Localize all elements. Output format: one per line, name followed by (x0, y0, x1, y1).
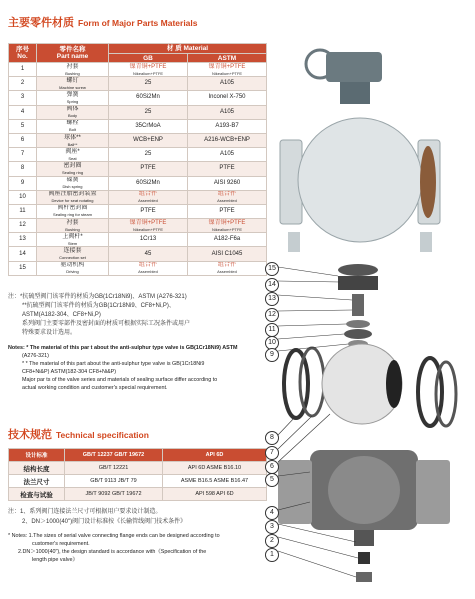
spec-notes-cn: 注：1、系列阀门连接法兰尺寸可根据用户要求设计制造。 2、DN＞1000(40")阀门设计标准按《长输管线阀门技术条件》 (8, 509, 187, 525)
astm-value: A105 (219, 108, 234, 115)
row-no: 6 (20, 137, 25, 144)
row-no: 13 (19, 236, 26, 243)
row-no: 9 (20, 179, 25, 186)
table-row: 法兰尺寸 GB/T 9113 JB/T 79 ASME B16.5 ASME B16.47 (9, 475, 267, 488)
part-cn: 球体** (64, 134, 81, 141)
section-title-spec: 技术规范 Technical specification (8, 429, 149, 441)
part-en: Connection set (59, 255, 86, 261)
astm-value: A105 (219, 80, 234, 87)
astm-value: PTFE (219, 165, 235, 172)
gb-value: PTFE (140, 165, 156, 172)
part-en: Device for seat notating (51, 198, 94, 204)
astm-value: A193-B7 (215, 122, 239, 129)
header-gb: GB (109, 54, 188, 63)
callout-7: 7 (265, 446, 279, 460)
callout-10: 10 (265, 336, 279, 350)
part-cn: 衬套 (66, 219, 79, 226)
astm-cn: 镍青铜+PTFE (208, 219, 246, 226)
gb-value: 1Cr13 (139, 236, 157, 243)
spec-notes-en: * Notes: 1.The sizes of serial valve connecting flange ends can be designed according to customer's requirement. 2.DN＞1000(40"), the design standard is accordance with《Specification of the length pipe valve》 (8, 533, 220, 563)
table-row (9, 77, 267, 91)
callout-6: 6 (265, 460, 279, 474)
part-cn: 衬套 (66, 63, 79, 70)
row-no: 11 (19, 207, 26, 214)
part-cn: 螺栓 (66, 120, 79, 127)
spec-header-row: 设计标准 GB/T 12237 GB/T 19672 API 6D (9, 449, 267, 462)
table-row (9, 162, 267, 176)
astm-value: A216-WCB+ENP (204, 137, 250, 144)
section-title-materials (8, 14, 198, 30)
gb-en: Assembled (138, 269, 158, 275)
gb-en: Nikealium+PTFE (132, 226, 164, 232)
part-cn: 弹簧 (66, 91, 79, 98)
row-no: 12 (19, 222, 26, 229)
callout-3: 3 (265, 520, 279, 534)
part-cn: 阀体 (66, 106, 79, 113)
table-row (9, 63, 267, 77)
callout-15: 15 (265, 262, 279, 276)
astm-value: PTFE (219, 207, 235, 214)
table-row (9, 133, 267, 147)
part-en: Sealing ring (61, 169, 84, 175)
table-row (9, 91, 267, 105)
part-en: Ball** (67, 141, 78, 147)
title-en: Form of Major Parts Materials (78, 18, 198, 28)
part-en: Driving (66, 269, 79, 275)
astm-cn: 镍青铜+PTFE (208, 63, 246, 70)
gb-value: 25 (144, 80, 152, 87)
gb-value: WCB+ENP (133, 137, 163, 144)
leader-lines (278, 267, 358, 577)
row-no: 3 (20, 94, 25, 101)
row-no: 14 (19, 250, 26, 257)
part-cn: 连接套 (63, 248, 82, 255)
table-row (9, 176, 267, 190)
table-row (9, 233, 267, 247)
header-astm: ASTM (188, 54, 267, 63)
part-en: Bushing (65, 70, 80, 76)
row-no: 10 (19, 193, 26, 200)
callout-13: 13 (265, 292, 279, 306)
valve-illustration (270, 32, 470, 592)
row-no: 15 (19, 264, 26, 271)
astm-en: Nikealium+PTFE (211, 226, 243, 232)
part-cn: 螺钉 (66, 77, 79, 84)
callout-9: 9 (265, 348, 279, 362)
gb-value: 45 (144, 250, 152, 257)
astm-cn: 组合件 (217, 262, 236, 269)
gb-value: 35CrMoA (135, 122, 161, 129)
gb-en: Nikealium+PTFE (132, 70, 164, 76)
astm-cn: 组合件 (217, 191, 236, 198)
part-en: Stem (67, 240, 78, 246)
callout-12: 12 (265, 308, 279, 322)
table-row (9, 261, 267, 275)
part-cn: 密封圈 (63, 162, 82, 169)
row-no: 4 (20, 108, 25, 115)
callout-1: 1 (265, 548, 279, 562)
part-cn: 驱动机构 (60, 262, 85, 269)
part-en: Seat (68, 155, 77, 161)
astm-value: Inconel X-750 (208, 94, 246, 101)
part-cn: 阀座* (65, 148, 80, 155)
part-en: Spring (66, 98, 79, 104)
part-en: Body (67, 113, 78, 119)
callout-11: 11 (265, 323, 279, 337)
table-row (9, 148, 267, 162)
astm-value: A105 (219, 151, 234, 158)
materials-table (8, 43, 267, 276)
table-row (9, 204, 267, 218)
notes-en: Notes: * The material of this par t about the anti-sulphur type valve is GB(1Cr18Ni9) ASTM (A276-321) * * The material of this part about the anti-sulphur type valve is GB(1Cr18Ni9 CF8+Ni&P) ASTM(182-304 CF8+Ni&P) Major par ts of the valve series and materials of sealing surface differ according to actual working condition and customer's special requirement. (8, 345, 238, 391)
callout-14: 14 (265, 278, 279, 292)
header-no: 序号 No. (9, 44, 37, 63)
row-no: 7 (20, 151, 25, 158)
table-row (9, 119, 267, 133)
gb-value: PTFE (140, 207, 156, 214)
gb-value: 60Si2Mn (136, 179, 160, 186)
table-row: 检查与试验 JB/T 9092 GB/T 19672 API 598 API 6D (9, 488, 267, 501)
part-cn: 上阀杆* (62, 233, 83, 240)
gb-value: 60Si2Mn (136, 94, 160, 101)
gb-value: 25 (144, 151, 152, 158)
gb-cn: 镍青铜+PTFE (129, 219, 167, 226)
gb-cn: 组合件 (138, 191, 157, 198)
part-en: Machine screw (59, 84, 86, 90)
part-en: Bushing (65, 226, 80, 232)
callout-8: 8 (265, 431, 279, 445)
row-no: 5 (20, 122, 25, 129)
part-cn: 阀杆密封圈 (57, 205, 88, 212)
callout-4: 4 (265, 506, 279, 520)
row-no: 8 (20, 165, 25, 172)
header-material: 材 质 Material (109, 44, 267, 54)
notes-cn: 注：*抗硫型阀门该零件的材质为GB(1Cr18Ni9)、ASTM (A276-321) **抗硫型阀门该零件的材质为GB(1Cr18Ni9、CF8+Ni,P)、 ASTM(A182-304、CF8+Ni,P) 系列阀门主要零部件及密封面的材质可根据实际工况条件或用户 特殊要求设计选用。 (8, 294, 191, 336)
part-cn: 碟簧 (66, 177, 79, 184)
callout-2: 2 (265, 534, 279, 548)
part-en: Bolt (69, 127, 76, 133)
table-row (9, 105, 267, 119)
astm-value: A182-F6a (213, 236, 241, 243)
astm-value: AISI C1045 (211, 250, 243, 257)
gb-cn: 镍青铜+PTFE (129, 63, 167, 70)
callout-5: 5 (265, 473, 279, 487)
table-row (9, 247, 267, 261)
table-row (9, 219, 267, 233)
gb-en: Assembled (138, 198, 158, 204)
spec-table (8, 448, 267, 501)
astm-en: Assembled (217, 269, 237, 275)
astm-en: Assembled (217, 198, 237, 204)
table-row (9, 190, 267, 204)
table-row: 结构长度 GB/T 12221 API 6D ASME B16.10 (9, 462, 267, 475)
part-en: Sealing ring for steam (53, 212, 92, 218)
gb-cn: 组合件 (138, 262, 157, 269)
header-part: 零件名称 Part name (37, 44, 109, 63)
part-en: Dish spring (62, 184, 83, 190)
row-no: 1 (20, 66, 25, 73)
gb-value: 25 (144, 108, 152, 115)
astm-value: AISI 9260 (213, 179, 241, 186)
title-cn: 主要零件材质 (8, 17, 74, 29)
part-cn: 阀座注脂密封装置 (48, 191, 97, 198)
row-no: 2 (20, 80, 25, 87)
assembled-valve-image (280, 50, 440, 252)
astm-en: Nikealium+PTFE (211, 70, 243, 76)
